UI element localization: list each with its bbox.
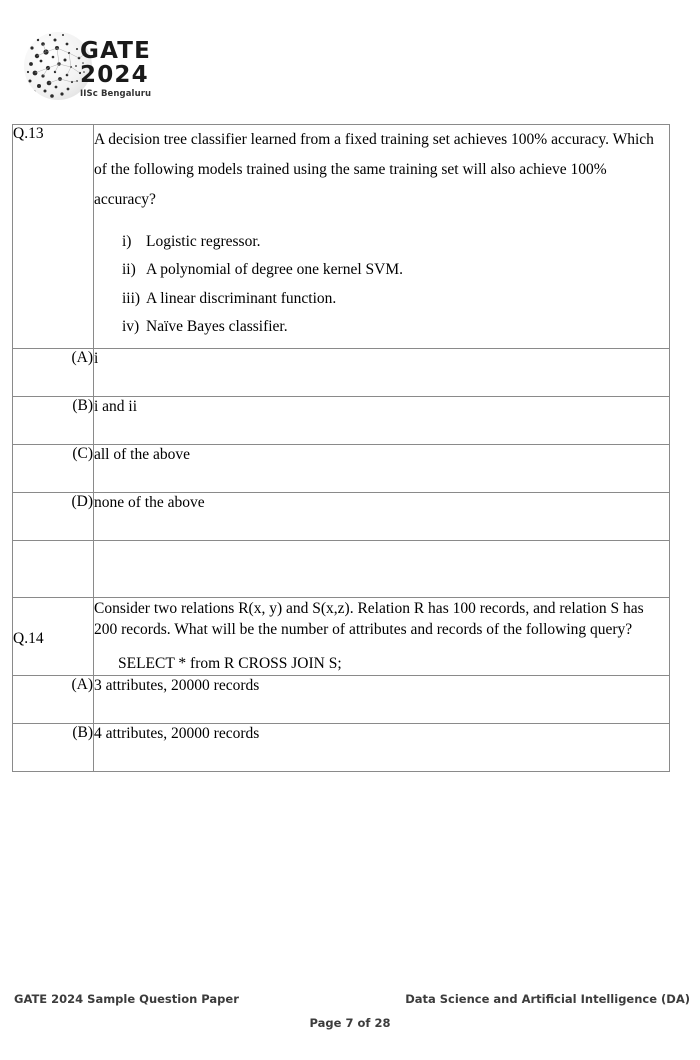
gate-wordmark [80,40,180,99]
list-marker: ii) [122,261,136,279]
table-row [13,492,670,540]
option-label-a: (A) [13,348,94,396]
list-item [94,319,669,335]
option-text-d: none of the above [94,492,670,540]
question-text: A decision tree classifier learned from a fixed training set achieves 100% accuracy. Which of the following models trained using the same training set will also achieve 100% accuracy? [94,131,654,209]
option-label-c: (C) [13,444,94,492]
spacer-cell-right [94,540,670,597]
page-total: 28 [374,1016,391,1030]
document-footer [0,992,700,1030]
table-row [13,125,670,349]
question-table [12,124,670,772]
list-text: Logistic regressor. [146,232,261,250]
footer-row [0,992,700,1014]
footer-paper-title: GATE 2024 Sample Question Paper [14,992,239,1006]
list-item [94,262,669,278]
option-label-a: (A) [13,675,94,723]
table-row [13,444,670,492]
question-text: Consider two relations R(x, y) and S(x,z). Relation R has 100 records, and relation S has 200 records. What will be the number of attributes and records of the following query? [94,599,644,639]
option-text-a: 3 attributes, 20000 records [94,675,670,723]
logo-brand: GATE [80,38,152,64]
page-prefix: Page [309,1016,342,1030]
footer-page-number [0,1016,700,1030]
page-of: of [357,1016,371,1030]
logo-year: 2024 [80,62,149,88]
footer-subject: Data Science and Artificial Intelligence (DA) [405,992,690,1006]
table-row [13,723,670,771]
option-label-b: (B) [13,723,94,771]
question-option-list [94,234,669,335]
document-header [0,0,700,120]
list-text: Naïve Bayes classifier. [146,318,288,336]
gate-logo [22,26,182,110]
table-row [13,675,670,723]
question-number: Q.13 [13,125,94,349]
spacer-cell-left [13,540,94,597]
page-current: 7 [345,1016,354,1030]
option-label-b: (B) [13,396,94,444]
option-text-b: i and ii [94,396,670,444]
spacer-row [13,540,670,597]
list-marker: iii) [122,289,141,307]
option-label-d: (D) [13,492,94,540]
logo-institute: IISc Bengaluru [80,89,152,99]
question-body [94,597,670,675]
list-item [94,234,669,250]
question-body [94,125,670,349]
table-row [13,396,670,444]
list-marker: i) [122,232,132,250]
list-text: A linear discriminant function. [146,289,337,307]
option-text-b: 4 attributes, 20000 records [94,723,670,771]
sql-query-text: SELECT * from R CROSS JOIN S; [118,655,342,673]
table-row [13,348,670,396]
option-text-c: all of the above [94,444,670,492]
list-marker: iv) [122,318,140,336]
list-item [94,291,669,307]
table-row [13,597,670,675]
option-text-a: i [94,348,670,396]
question-number: Q.14 [13,597,94,675]
list-text: A polynomial of degree one kernel SVM. [146,261,403,279]
